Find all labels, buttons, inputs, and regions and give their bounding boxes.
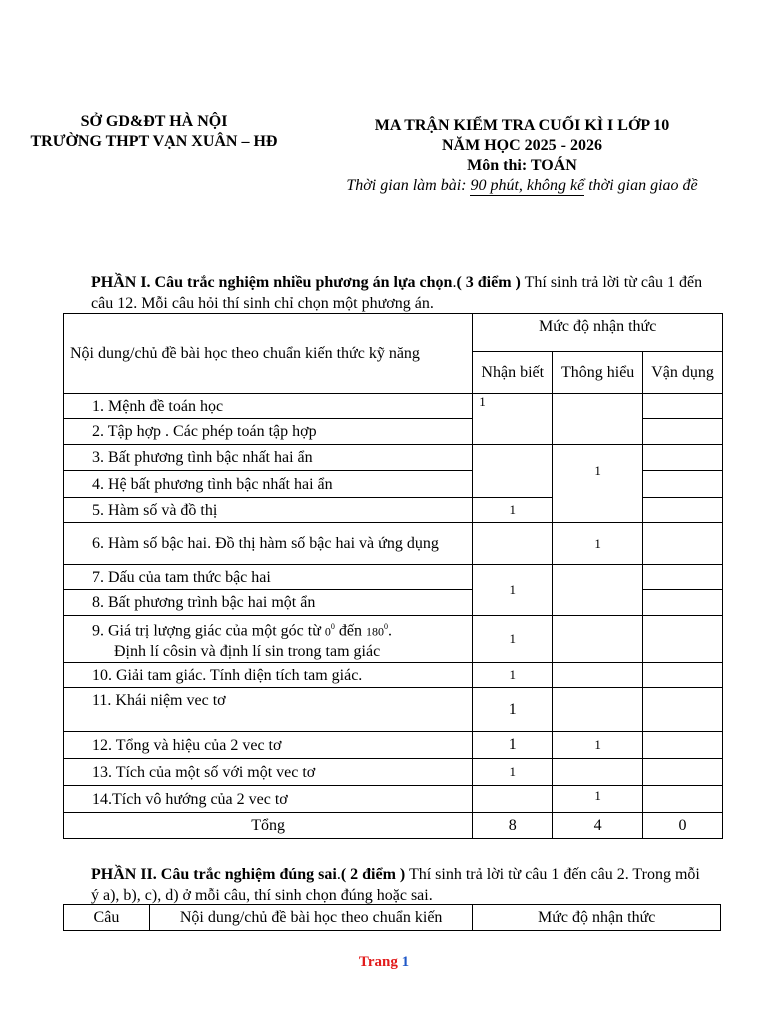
cell-r3-vd	[643, 445, 723, 471]
topic-row: 13. Tích của một số với một vec tơ	[64, 759, 473, 786]
cell-r10-nb: 1	[473, 663, 553, 688]
cell-r1-nb: 1	[473, 394, 553, 445]
duration-suffix: thời gian giao đề	[584, 177, 698, 194]
cell-r12-nb: 1	[473, 732, 553, 759]
header-topic: Nội dung/chủ đề bài học theo chuẩn kiến thức kỹ năng	[64, 314, 473, 394]
school-name: TRƯỜNG THPT VẠN XUÂN – HĐ	[30, 133, 278, 150]
total-label: Tổng	[64, 813, 473, 839]
part2-points: ( 2 điểm )	[340, 866, 406, 883]
cell-r13-nb: 1	[473, 759, 553, 786]
deg-180: 180	[365, 624, 384, 639]
cell-r14-nb	[473, 786, 553, 813]
deg-sup-0: 0	[330, 622, 335, 632]
topic-row: 4. Hệ bất phương tình bậc nhất hai ẩn	[64, 471, 473, 498]
cell-r8-vd	[643, 590, 723, 616]
deg-0: 0	[324, 624, 331, 639]
total-vd: 0	[643, 813, 723, 839]
cell-r9-th	[553, 616, 643, 663]
cell-r7-vd	[643, 565, 723, 590]
topic-row-9	[64, 616, 473, 663]
deg-sup-180: 0	[383, 622, 388, 632]
cell-r3-nb	[473, 445, 553, 498]
row9-line2: Định lí côsin và định lí sin trong tam giác	[114, 642, 381, 660]
page-number: 1	[401, 954, 410, 970]
cell-r7-nb: 1	[473, 565, 553, 616]
cell-r4-vd	[643, 471, 723, 498]
part2-title: PHẦN II. Câu trắc nghiệm đúng sai	[91, 866, 337, 883]
cell-r9-vd	[643, 616, 723, 663]
topic-row: 11. Khái niệm vec tơ	[64, 688, 473, 732]
cell-r13-th	[553, 759, 643, 786]
header-topic-2: Nội dung/chủ đề bài học theo chuẩn kiến	[149, 905, 473, 931]
header-thong-hieu: Thông hiểu	[553, 352, 643, 394]
cell-r5-nb: 1	[473, 498, 553, 523]
duration-underlined: 90 phút, không kể	[470, 177, 585, 194]
part1-matrix-table	[63, 313, 723, 839]
cell-r9-nb: 1	[473, 616, 553, 663]
cell-r5-vd	[643, 498, 723, 523]
topic-row: 2. Tập hợp . Các phép toán tập hợp	[64, 419, 473, 445]
cell-r3-th: 1	[553, 445, 643, 523]
row9-end: .	[387, 622, 392, 640]
part2-matrix-table	[63, 904, 721, 931]
cell-r10-th	[553, 663, 643, 688]
part1-dot: .	[452, 274, 457, 291]
exam-header	[322, 116, 722, 196]
part2-heading	[91, 864, 711, 906]
cell-r10-vd	[643, 663, 723, 688]
header-van-dung: Vận dụng	[643, 352, 723, 394]
topic-row: 14.Tích vô hướng của 2 vec tơ	[64, 786, 473, 813]
topic-row: 12. Tổng và hiệu của 2 vec tơ	[64, 732, 473, 759]
row9-text: 9. Giá trị lượng giác của một góc từ	[92, 622, 321, 640]
department-name: SỞ GD&ĐT HÀ NỘI	[80, 113, 228, 130]
cell-r6-nb	[473, 523, 553, 565]
part1-instruction: Thí sinh trả lời từ câu 1 đến câu 12. Mỗi câu hỏi thí sinh chỉ chọn một phương án.	[91, 274, 703, 312]
cell-r2-vd	[643, 419, 723, 445]
cell-r13-vd	[643, 759, 723, 786]
part1-points: ( 3 điểm )	[456, 274, 521, 291]
topic-row: 1. Mệnh đề toán học	[64, 394, 473, 419]
header-cau: Câu	[64, 905, 150, 931]
exam-duration	[322, 176, 722, 196]
part1-title: PHẦN I. Câu trắc nghiệm nhiều phương án lựa chọn	[91, 274, 453, 291]
cell-r12-vd	[643, 732, 723, 759]
topic-row: 10. Giải tam giác. Tính diện tích tam giác.	[64, 663, 473, 688]
row9-den: đến	[338, 622, 362, 640]
total-th: 4	[553, 813, 643, 839]
cell-r6-vd	[643, 523, 723, 565]
topic-row: 3. Bất phương tình bậc nhất hai ẩn	[64, 445, 473, 471]
exam-title: MA TRẬN KIỂM TRA CUỐI KÌ I LỚP 10	[374, 117, 670, 134]
topic-row: 6. Hàm số bậc hai. Đồ thị hàm số bậc hai và ứng dụng	[64, 523, 473, 565]
cell-r14-th: 1	[553, 786, 643, 813]
cell-r11-th	[553, 688, 643, 732]
school-header	[10, 112, 298, 152]
cell-r7-th	[553, 565, 643, 616]
header-level-2: Mức độ nhận thức	[473, 905, 721, 931]
part1-heading	[91, 272, 711, 314]
cell-r1-th	[553, 394, 643, 445]
total-nb: 8	[473, 813, 553, 839]
page-footer	[0, 954, 768, 971]
cell-r11-vd	[643, 688, 723, 732]
topic-row: 5. Hàm số và đồ thị	[64, 498, 473, 523]
cell-r11-nb: 1	[473, 688, 553, 732]
topic-row: 7. Dấu của tam thức bậc hai	[64, 565, 473, 590]
part2-dot: .	[336, 866, 341, 883]
cell-r1-vd	[643, 394, 723, 419]
cell-r6-th: 1	[553, 523, 643, 565]
row9-line1	[92, 617, 464, 641]
part2-instruction: Thí sinh trả lời từ câu 1 đến câu 2. Trong mỗi ý a), b), c), d) ở mỗi câu, thí sinh chọn đúng hoặc sai.	[91, 866, 700, 904]
header-level: Mức độ nhận thức	[473, 314, 723, 352]
duration-prefix: Thời gian làm bài:	[346, 177, 471, 194]
page-label: Trang	[358, 954, 398, 970]
header-nhan-biet: Nhận biết	[473, 352, 553, 394]
cell-r14-vd	[643, 786, 723, 813]
cell-r12-th: 1	[553, 732, 643, 759]
topic-row: 8. Bất phương trình bậc hai một ẩn	[64, 590, 473, 616]
school-year: NĂM HỌC 2025 - 2026	[442, 137, 602, 154]
subject: Môn thi: TOÁN	[467, 157, 577, 174]
